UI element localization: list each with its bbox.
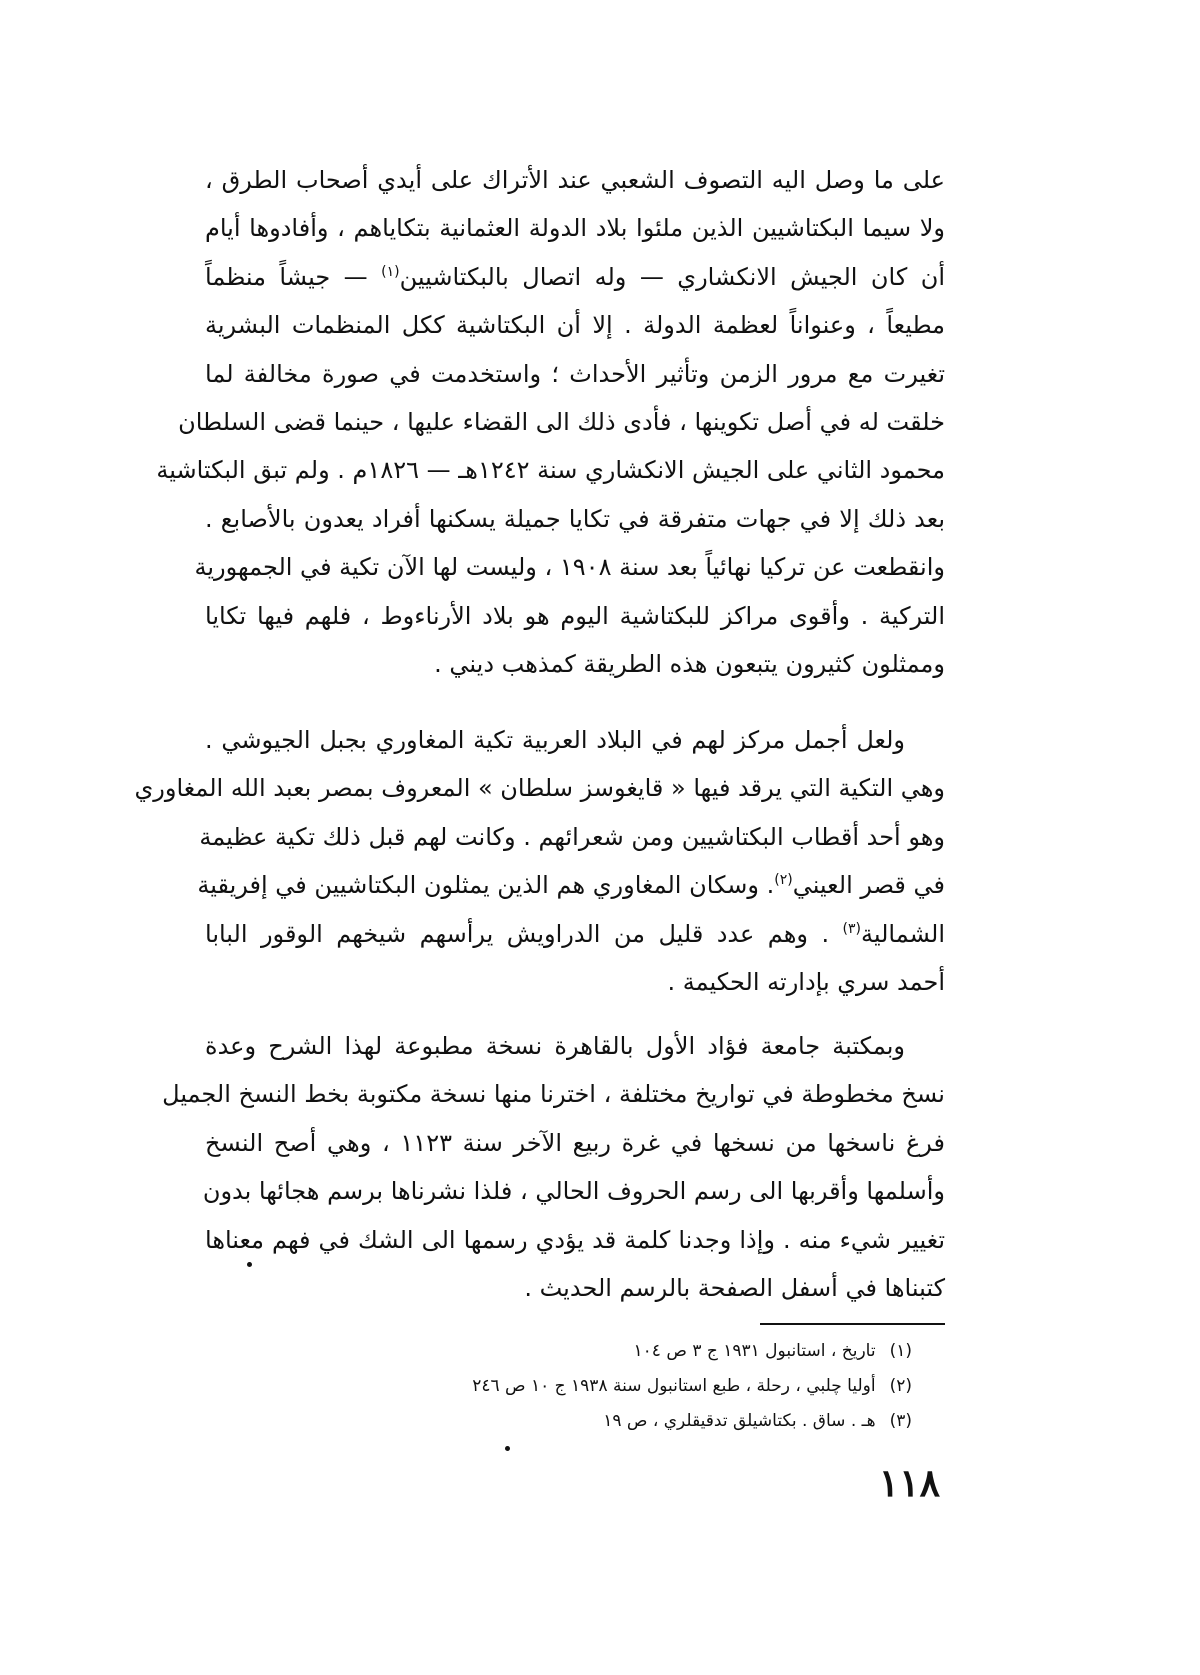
footnote-1: [300, 1334, 912, 1369]
text-line: التركية . وأقوى مراكز للبكتاشية اليوم هو بلاد الأرناءوط ، فلهم فيها تكايا: [205, 601, 945, 630]
text-segment: . وسكان المغاوري هم الذين يمثلون البكتاشيين في إفريقية: [197, 871, 775, 900]
text-line: [197, 861, 945, 909]
footnote-number: (١): [889, 1341, 912, 1361]
footnote-text: تاريخ ، استانبول ١٩٣١ ج ٣ ص ١٠٤: [633, 1341, 876, 1361]
text-line: محمود الثاني على الجيش الانكشاري سنة ١٢٤٢هـ — ١٨٢٦م . ولم تبق البكتاشية: [156, 456, 945, 485]
text-line: بعد ذلك إلا في جهات متفرقة في تكايا جميلة يسكنها أفراد يعدون بالأصابع .: [205, 504, 945, 533]
footnote-number: (٢): [889, 1376, 912, 1396]
text-segment: . وهم عدد قليل من الدراويش يرأسهم شيخهم الوقور البابا: [205, 919, 830, 948]
footnote-number: (٣): [889, 1411, 912, 1431]
page-number: ١١٨: [878, 1460, 940, 1505]
footnote-ref-1: (١): [381, 263, 400, 280]
footnotes: [300, 1334, 912, 1439]
text-line: ولا سيما البكتاشيين الذين ملئوا بلاد الدولة العثمانية بتكاياهم ، وأفادوها أيام: [205, 214, 945, 243]
print-speck: [505, 1446, 510, 1451]
text-line: وأسلمها وأقربها الى رسم الحروف الحالي ، فلذا نشرناها برسم هجائها بدون: [202, 1177, 945, 1206]
text-segment: أن كان الجيش الانكشاري — وله اتصال بالبكتاشيين: [399, 262, 945, 291]
footnote-2: [300, 1369, 912, 1404]
text-line: على ما وصل اليه التصوف الشعبي عند الأتراك على أيدي أصحاب الطرق ،: [205, 166, 945, 194]
footnote-ref-2: (٢): [774, 872, 793, 889]
paragraph-1: [156, 156, 945, 688]
text-line: [205, 910, 945, 958]
text-line: ولعل أجمل مركز لهم في البلاد العربية تكية المغاوري بجبل الجيوشي .: [205, 726, 905, 754]
text-line: تغيرت مع مرور الزمن وتأثير الأحداث ؛ واستخدمت في صورة مخالفة لما: [205, 359, 945, 388]
print-speck: [247, 1262, 252, 1267]
text-line: وانقطعت عن تركيا نهائياً بعد سنة ١٩٠٨ ، وليست لها الآن تكية في الجمهورية: [194, 553, 945, 582]
text-line: مطيعاً ، وعنواناً لعظمة الدولة . إلا أن البكتاشية ككل المنظمات البشرية: [205, 311, 945, 340]
footnote-text: أوليا چلبي ، رحلة ، طبع استانبول سنة ١٩٣٨ ج ١٠ ص ٢٤٦: [472, 1376, 876, 1396]
text-line: نسخ مخطوطة في تواريخ مختلفة ، اخترنا منها نسخة مكتوبة بخط النسخ الجميل: [162, 1080, 945, 1109]
text-line: تغيير شيء منه . وإذا وجدنا كلمة قد يؤدي رسمها الى الشك في فهم معناها: [205, 1225, 945, 1254]
text-line: وممثلون كثيرون يتبعون هذه الطريقة كمذهب ديني .: [434, 650, 945, 679]
footnote-ref-3: (٣): [842, 920, 861, 937]
paragraph-3: [162, 1022, 945, 1312]
text-segment: الشمالية: [861, 919, 945, 948]
text-line: [205, 253, 945, 301]
footnote-3: [300, 1404, 912, 1439]
footnote-text: هـ . ساق . بكتاشيلق تدقيقلري ، ص ١٩: [603, 1411, 876, 1431]
text-line: كتبناها في أسفل الصفحة بالرسم الحديث .: [524, 1274, 945, 1303]
text-line: وهو أحد أقطاب البكتاشيين ومن شعرائهم . وكانت لهم قبل ذلك تكية عظيمة: [199, 822, 945, 851]
paragraph-2: [134, 716, 945, 1006]
text-line: وهي التكية التي يرقد فيها « قايغوسز سلطان » المعروف بمصر بعبد الله المغاوري: [134, 774, 945, 803]
text-line: وبمكتبة جامعة فؤاد الأول بالقاهرة نسخة مطبوعة لهذا الشرح وعدة: [205, 1032, 905, 1060]
text-line: خلقت له في أصل تكوينها ، فأدى ذلك الى القضاء عليها ، حينما قضى السلطان: [178, 408, 945, 437]
text-line: فرغ ناسخها من نسخها في غرة ربيع الآخر سنة ١١٢٣ ، وهي أصح النسخ: [205, 1128, 945, 1157]
text-segment: في قصر العيني: [792, 871, 945, 900]
text-line: أحمد سري بإدارته الحكيمة .: [667, 968, 945, 997]
footnote-separator: [760, 1323, 945, 1325]
text-segment: — جيشاً منظماً: [205, 262, 368, 291]
